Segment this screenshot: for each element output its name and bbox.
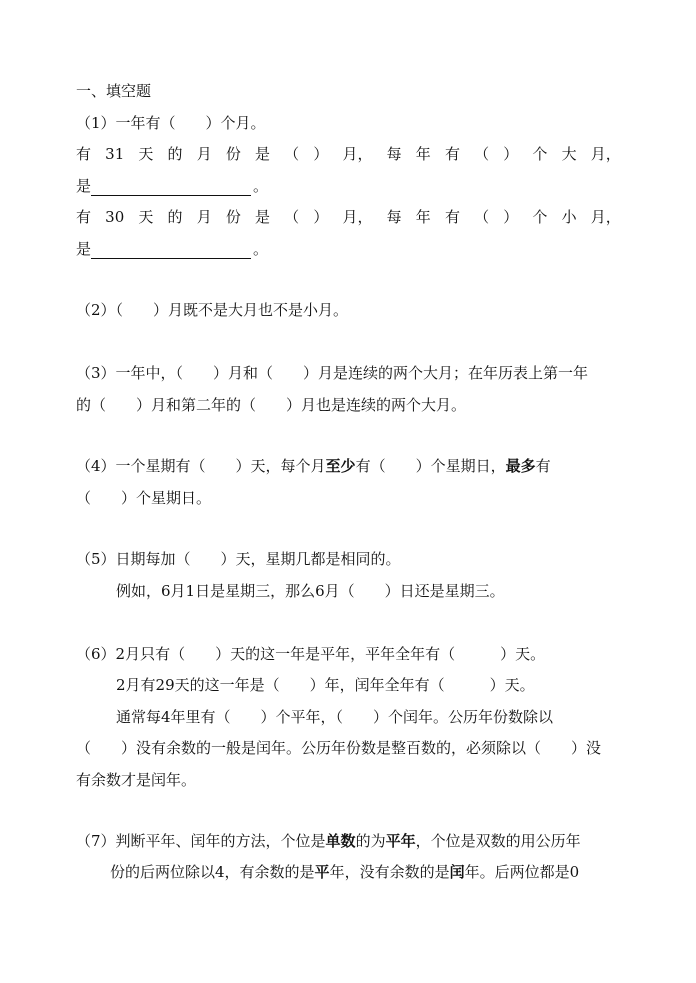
- row-word: 31: [105, 145, 125, 163]
- q4-text-e: 有: [535, 457, 551, 475]
- row-word: 是: [255, 145, 271, 163]
- answer-blank: [91, 242, 251, 259]
- row-word: 月，: [590, 208, 621, 226]
- question-6-line-2: 2月有29天的这一年是（ ）年，闰年全年有（ ）天。: [116, 676, 535, 694]
- row-word: 每: [386, 208, 402, 226]
- section-heading: 一、填空题: [76, 82, 152, 100]
- question-5-line-2: 例如，6月1日是星期三，那么6月（ ）日还是星期三。: [116, 582, 505, 600]
- row-word: 有: [444, 208, 460, 226]
- question-3-line-1: （3）一年中，（ ）月和（ ）月是连续的两个大月；在年历表上第一年: [76, 364, 589, 382]
- question-6-line-1: （6）2月只有（ ）天的这一年是平年，平年全年有（ ）天。: [76, 645, 546, 663]
- question-4-line-2: （ ）个星期日。: [76, 489, 212, 507]
- q7-text-e: ，个位是双数的用公历年: [415, 832, 581, 850]
- row-word: 天: [138, 145, 154, 163]
- q7-bold-common-year: 平年: [385, 832, 416, 850]
- question-6-line-3: 通常每4年里有（ ）个平年，（ ）个闰年。公历年份数除以: [116, 708, 554, 726]
- answer-prefix: 是: [76, 240, 92, 258]
- row-word: ）: [503, 145, 519, 163]
- question-1-line-2: [76, 144, 621, 164]
- q7-bold-ping: 平: [314, 863, 330, 881]
- q7-text-a: （7）判断平年、闰年的方法，个位是: [76, 832, 326, 850]
- row-word: 月，: [342, 145, 373, 163]
- row-word: 年: [415, 145, 431, 163]
- row-word: 份: [225, 208, 241, 226]
- row-word: （: [474, 208, 490, 226]
- question-6-line-5: 有余数才是闰年。: [76, 771, 197, 789]
- q4-text-c: 有（ ）个星期日，: [355, 457, 506, 475]
- row-word: 的: [167, 208, 183, 226]
- row-word: 有: [444, 145, 460, 163]
- row-word: 月: [196, 145, 212, 163]
- question-7-line-1: [76, 831, 621, 851]
- answer-suffix: 。: [253, 177, 269, 195]
- question-1-line-3: [76, 176, 621, 196]
- question-2: （2）（ ）月既不是大月也不是小月。: [76, 301, 349, 319]
- row-word: 的: [167, 145, 183, 163]
- row-word: 30: [105, 208, 125, 226]
- question-1-line-1: （1）一年有（ ）个月。: [76, 114, 266, 132]
- q7-text-2c: 年，没有余数的是: [329, 863, 450, 881]
- question-4-line-1: [76, 456, 621, 476]
- row-word: 个: [532, 145, 548, 163]
- question-5-line-1: （5）日期每加（ ）天，星期几都是相同的。: [76, 550, 401, 568]
- question-1-line-5: [76, 239, 621, 259]
- answer-suffix: 。: [253, 240, 269, 258]
- row-word: （: [474, 145, 490, 163]
- row-word: （: [284, 145, 300, 163]
- q7-bold-run: 闰: [449, 863, 465, 881]
- row-word: （: [284, 208, 300, 226]
- row-word: ）: [313, 208, 329, 226]
- row-word: 有: [76, 208, 92, 226]
- q4-bold-at-least: 至少: [325, 457, 356, 475]
- question-3-line-2: 的（ ）月和第二年的（ ）月也是连续的两个大月。: [76, 396, 467, 414]
- row-word: 天: [138, 208, 154, 226]
- row-word: ）: [503, 208, 519, 226]
- answer-prefix: 是: [76, 177, 92, 195]
- row-word: 是: [255, 208, 271, 226]
- q7-text-c: 的为: [355, 832, 386, 850]
- question-6-line-4: （ ）没有余数的一般是闰年。公历年份数是整百数的，必须除以（ ）没: [76, 739, 602, 757]
- row-word: 小: [561, 208, 577, 226]
- row-word: 份: [225, 145, 241, 163]
- row-word: 每: [386, 145, 402, 163]
- row-word: 月: [196, 208, 212, 226]
- row-word: 个: [532, 208, 548, 226]
- row-word: 月，: [590, 145, 621, 163]
- row-word: ）: [313, 145, 329, 163]
- row-word: 年: [415, 208, 431, 226]
- row-word: 有: [76, 145, 92, 163]
- row-word: 月，: [342, 208, 373, 226]
- answer-blank: [91, 179, 251, 196]
- question-7-line-2: [110, 862, 621, 882]
- question-1-line-4: [76, 207, 621, 227]
- q4-bold-at-most: 最多: [505, 457, 536, 475]
- q7-bold-odd: 单数: [325, 832, 356, 850]
- q7-text-2e: 年。后两位都是0: [464, 863, 580, 881]
- q4-text-a: （4）一个星期有（ ）天，每个月: [76, 457, 326, 475]
- row-word: 大: [561, 145, 577, 163]
- q7-text-2a: 份的后两位除以4，有余数的是: [110, 863, 315, 881]
